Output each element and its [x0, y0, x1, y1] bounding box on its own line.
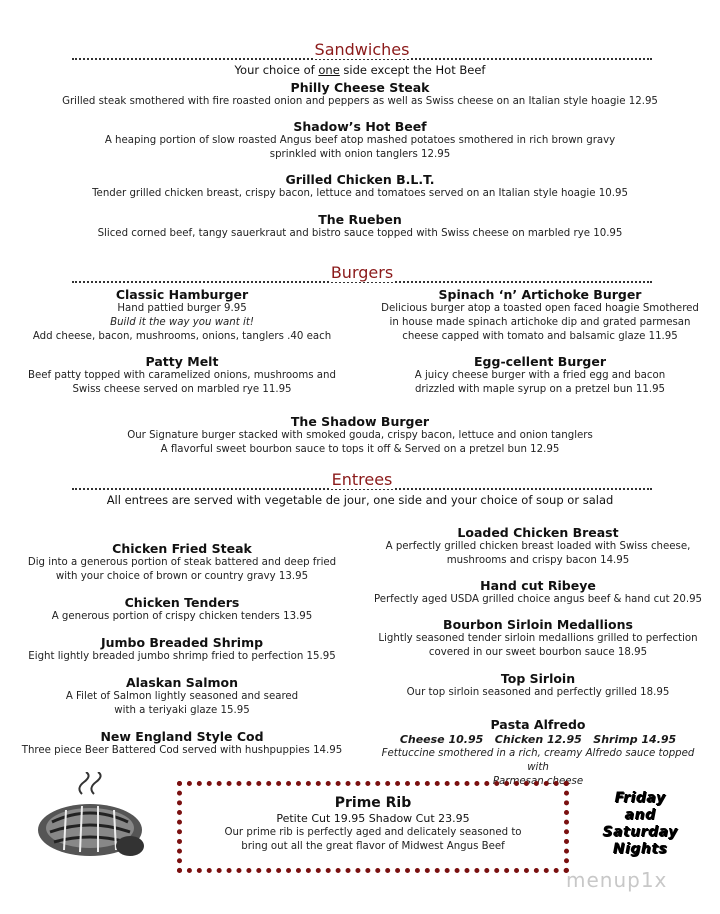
item-name: Chicken Tenders [124, 595, 240, 610]
item-desc: Delicious burger atop a toasted open faced hoagie Smothered [381, 303, 699, 314]
menu-item-philly [0, 80, 720, 109]
item-desc: covered in our sweet bourbon sauce 18.95 [428, 647, 648, 658]
menu-item-chicken-tenders [14, 595, 350, 624]
item-name: Hand cut Ribeye [480, 578, 596, 593]
menu-item-alaskan-salmon [14, 675, 350, 718]
item-name: Top Sirloin [500, 671, 576, 686]
item-desc: in house made spinach artichoke dip and grated parmesan [389, 317, 691, 328]
friday-saturday-nights-badge [590, 790, 690, 858]
item-prices: Cheese 10.95 Chicken 12.95 Shrimp 14.95 [399, 733, 677, 746]
item-desc: Tender grilled chicken breast, crispy bacon, lettuce and tomatoes served on an Italian style hoagie 10.95 [92, 188, 628, 199]
item-desc: Swiss cheese served on marbled rye 11.95 [72, 384, 292, 395]
menu-item-hot-beef [0, 119, 720, 162]
item-desc: Our prime rib is perfectly aged and delicately seasoned to [224, 827, 522, 838]
item-name: Egg-cellent Burger [474, 354, 606, 369]
watermark-logo: menup1x [566, 868, 668, 892]
prime-rib-illustration [30, 772, 150, 872]
menu-item-chicken-fried-steak [14, 541, 350, 584]
menu-item-rueben [0, 212, 720, 241]
menu-item-shadow-burger [0, 414, 720, 457]
item-name: Philly Cheese Steak [290, 80, 430, 95]
item-desc: Dig into a generous portion of steak battered and deep fried [27, 557, 337, 568]
item-name: Spinach ‘n’ Artichoke Burger [438, 287, 642, 302]
badge-line: Friday [614, 790, 666, 806]
menu-item-spinach-burger [372, 287, 708, 344]
item-desc: Grilled steak smothered with fire roasted onion and peppers as well as Swiss cheese on an Italian style hoagie 12.95 [62, 96, 658, 107]
item-name: New England Style Cod [100, 729, 264, 744]
menu-item-cod [14, 729, 350, 758]
item-desc: A Filet of Salmon lightly seasoned and seared [65, 691, 299, 702]
item-desc: A flavorful sweet bourbon sauce to tops it off & Served on a pretzel bun 12.95 [160, 444, 560, 455]
menu-item-jumbo-shrimp [14, 635, 350, 664]
item-desc: Hand pattied burger 9.95 [117, 303, 247, 314]
item-name: Classic Hamburger [115, 287, 249, 302]
badge-line: and [624, 807, 656, 823]
item-name: Grilled Chicken B.L.T. [285, 172, 435, 187]
item-tagline: Build it the way you want it! [110, 317, 254, 328]
item-desc: Beef patty topped with caramelized onions, mushrooms and [28, 370, 336, 381]
section-title-entrees: Entrees [331, 470, 393, 489]
item-name: Bourbon Sirloin Medallions [443, 617, 633, 632]
menu-item-classic-hamburger [22, 287, 342, 344]
section-title-burgers: Burgers [330, 263, 394, 282]
menu-item-blt [0, 172, 720, 201]
item-desc: Fettuccine smothered in a rich, creamy Alfredo sauce topped with [381, 748, 695, 773]
item-name: Alaskan Salmon [125, 675, 239, 690]
item-name: The Rueben [318, 212, 402, 227]
menu-item-top-sirloin [370, 671, 706, 700]
item-desc: Lightly seasoned tender sirloin medallions grilled to perfection [378, 633, 698, 644]
item-desc: A heaping portion of slow roasted Angus beef atop mashed potatoes smothered in rich brown gravy [104, 135, 616, 146]
item-name: Jumbo Breaded Shrimp [100, 635, 264, 650]
section-title-sandwiches: Sandwiches [314, 40, 410, 59]
item-name: The Shadow Burger [290, 414, 430, 429]
item-desc: with your choice of brown or country gravy 13.95 [55, 571, 309, 582]
item-name: Shadow’s Hot Beef [293, 119, 427, 134]
menu-item-pasta-alfredo [370, 717, 706, 789]
item-desc: Add cheese, bacon, mushrooms, onions, tanglers .40 each [32, 331, 332, 342]
sandwiches-note: Your choice of one side except the Hot Beef [234, 63, 486, 77]
menu-item-loaded-chicken [370, 525, 706, 568]
badge-line: Saturday [602, 824, 678, 840]
menu-item-patty-melt [22, 354, 342, 397]
item-desc: cheese capped with tomato and balsamic glaze 11.95 [402, 331, 678, 342]
menu-item-prime-rib [182, 795, 564, 854]
item-desc: drizzled with maple syrup on a pretzel bun 11.95 [414, 384, 666, 395]
item-desc: Eight lightly breaded jumbo shrimp fried to perfection 15.95 [28, 651, 336, 662]
item-desc: A perfectly grilled chicken breast loaded with Swiss cheese, [385, 541, 691, 552]
item-name: Pasta Alfredo [490, 717, 586, 732]
item-desc: A juicy cheese burger with a fried egg and bacon [414, 370, 666, 381]
item-desc: Our Signature burger stacked with smoked gouda, crispy bacon, lettuce and onion tanglers [127, 430, 593, 441]
item-desc: Perfectly aged USDA grilled choice angus beef & hand cut 20.95 [373, 594, 703, 605]
item-desc: Three piece Beer Battered Cod served with hushpuppies 14.95 [21, 745, 343, 756]
badge-line: Nights [612, 841, 668, 857]
menu-item-sirloin-medallions [370, 617, 706, 660]
menu-item-ribeye [370, 578, 706, 607]
item-desc: Sliced corned beef, tangy sauerkraut and bistro sauce topped with Swiss cheese on marbled rye 10.95 [97, 228, 623, 239]
item-desc: Parmesan cheese [492, 776, 584, 787]
item-prices: Petite Cut 19.95 Shadow Cut 23.95 [276, 812, 470, 825]
item-name: Patty Melt [145, 354, 219, 369]
item-name: Chicken Fried Steak [112, 541, 252, 556]
item-desc: A generous portion of crispy chicken tenders 13.95 [51, 611, 313, 622]
section-header-burgers [72, 263, 652, 289]
item-name: Prime Rib [334, 795, 412, 811]
item-desc: Our top sirloin seasoned and perfectly grilled 18.95 [406, 687, 670, 698]
menu-item-egg-burger [372, 354, 708, 397]
item-desc: sprinkled with onion tanglers 12.95 [269, 149, 451, 160]
item-desc: bring out all the great flavor of Midwest Angus Beef [241, 841, 505, 852]
item-desc: mushrooms and crispy bacon 14.95 [446, 555, 630, 566]
entrees-note: All entrees are served with vegetable de jour, one side and your choice of soup or salad [106, 493, 614, 507]
item-desc: with a teriyaki glaze 15.95 [114, 705, 250, 716]
item-name: Loaded Chicken Breast [457, 525, 619, 540]
